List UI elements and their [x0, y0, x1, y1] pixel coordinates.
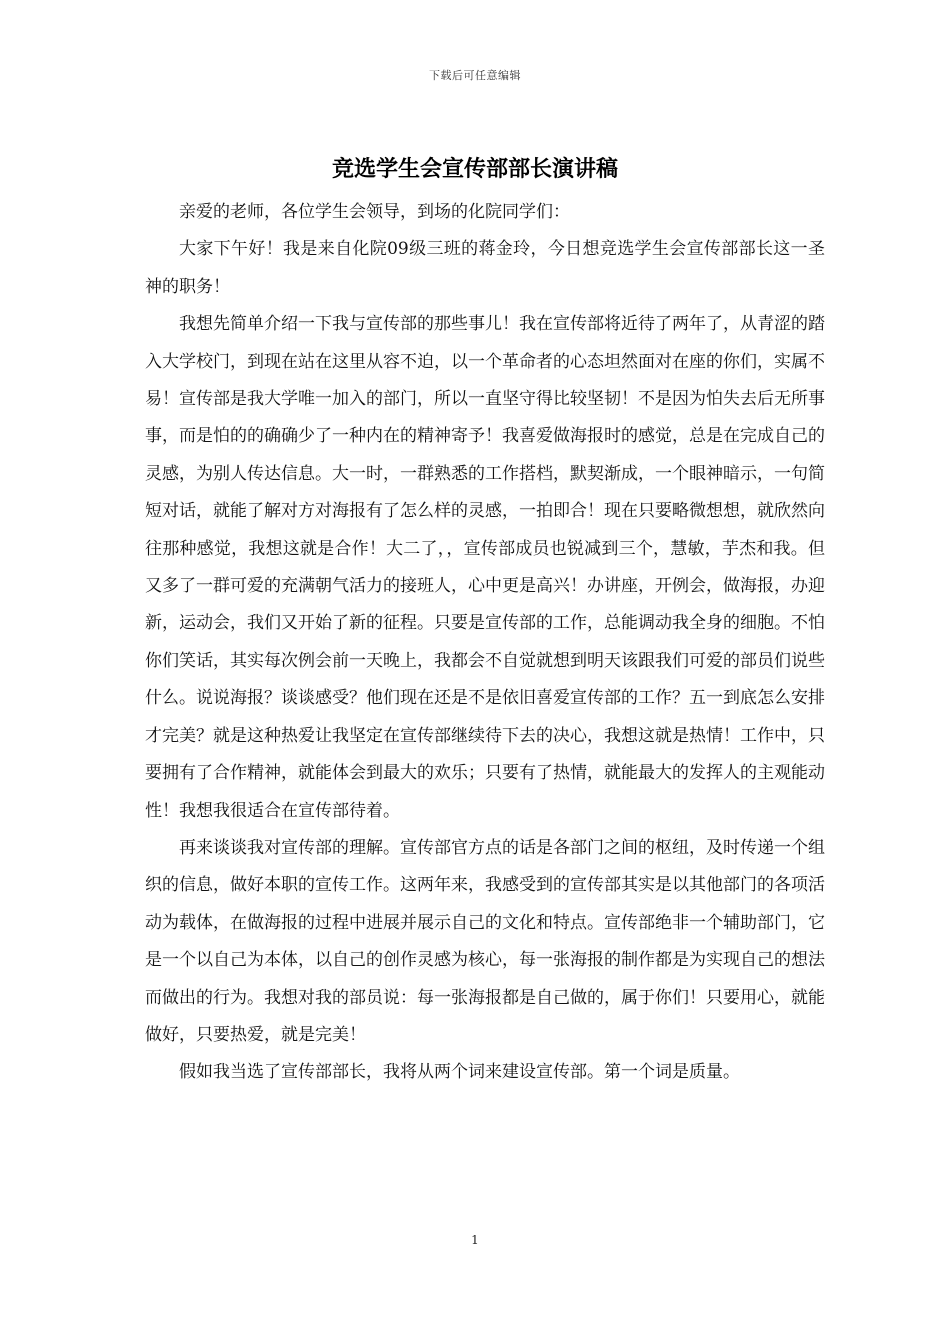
paragraph-plan: 假如我当选了宣传部部长，我将从两个词来建设宣传部。第一个词是质量。 [179, 1062, 740, 1083]
document-title: 竞选学生会宣传部部长演讲稿 [331, 156, 618, 182]
document-body [145, 194, 825, 1092]
paragraph-introduction: 大家下午好！我是来自化院09级三班的蒋金玲，今日想竞选学生会宣传部部长这一圣神的职务！ [145, 239, 825, 297]
header-note: 下载后可任意编辑 [429, 69, 521, 82]
paragraph-greeting: 亲爱的老师，各位学生会领导，到场的化院同学们： [179, 202, 570, 222]
paragraph-experience: 我想先简单介绍一下我与宣传部的那些事儿！我在宣传部将近待了两年了，从青涩的踏入大学校门，到现在站在这里从容不迫，以一个革命者的心态坦然面对在座的你们，实属不易！宣传部是我大学唯一加入的部门，所以一直坚守得比较坚韧！不是因为怕失去后无所事事，而是怕的的确确少了一种内在的精神寄予！我喜爱做海报时的感觉，总是在完成自己的灵感，为别人传达信息。大一时，一群熟悉的工作搭档，默契渐成，一个眼神暗示，一句简短对话，就能了解对方对海报有了怎么样的灵感，一拍即合！现在只要略微想想，就欣然向往那种感觉，我想这就是合作！大二了，，宣传部成员也锐减到三个，慧敏，芋杰和我。但又多了一群可爱的充满朝气活力的接班人，心中更是高兴！办讲座，开例会，做海报，办迎新，运动会，我们又开始了新的征程。只要是宣传部的工作，总能调动我全身的细胞。不怕你们笑话，其实每次例会前一天晚上，我都会不自觉就想到明天该跟我们可爱的部员们说些什么。说说海报？谈谈感受？他们现在还是不是依旧喜爱宣传部的工作？五一到底怎么安排才完美？就是这种热爱让我坚定在宣传部继续待下去的决心，我想这就是热情！工作中，只要拥有了合作精神，就能体会到最大的欢乐；只要有了热情，就能最大的发挥人的主观能动性！我想我很适合在宣传部待着。 [145, 314, 825, 821]
paragraph-understanding: 再来谈谈我对宣传部的理解。宣传部官方点的话是各部门之间的枢纽，及时传递一个组织的信息，做好本职的宣传工作。这两年来，我感受到的宣传部其实是以其他部门的各项活动为载体，在做海报的过程中进展并展示自己的文化和特点。宣传部绝非一个辅助部门，它是一个以自己为本体，以自己的创作灵感为核心，每一张海报的制作都是为实现自己的想法而做出的行为。我想对我的部员说：每一张海报都是自己做的，属于你们！只要用心，就能做好，只要热爱，就是完美！ [145, 837, 825, 1045]
page-number: 1 [471, 1233, 479, 1247]
